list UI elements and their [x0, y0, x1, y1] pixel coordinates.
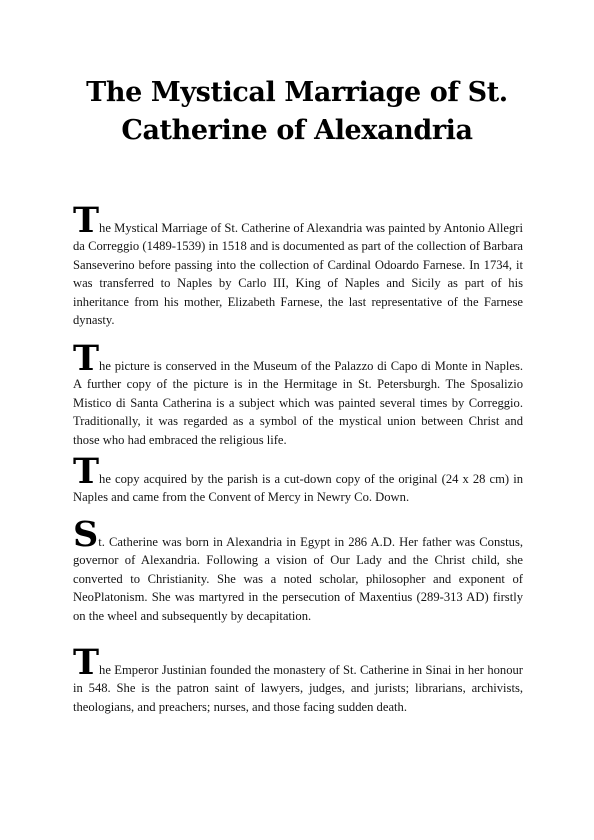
drop-cap: T	[73, 200, 100, 241]
paragraph-3	[73, 451, 523, 507]
drop-cap: T	[73, 642, 100, 683]
paragraph-4	[73, 514, 523, 625]
paragraph-5	[73, 642, 523, 716]
drop-cap: S	[73, 514, 99, 555]
paragraph-1	[73, 200, 523, 329]
drop-cap: T	[73, 338, 100, 379]
paragraph-2	[73, 338, 523, 449]
paragraph-text: he copy acquired by the parish is a cut-down copy of the original (24 x 28 cm) in Naples and came from the Convent of Mercy in Newry Co. Down.	[73, 472, 523, 505]
paragraph-text: he Mystical Marriage of St. Catherine of Alexandria was painted by Antonio Allegri da Correggio (1489-1539) in 1518 and is documented as part of the collection of Barbara Sanseverino before passing into the collection of Cardinal Odoardo Farnese. In 1734, it was transferred to Naples by Carlo III, King of Naples and Sicily as part of his inheritance from his mother, Elizabeth Farnese, the last representative of the Farnese dynasty.	[73, 221, 523, 328]
paragraph-text: t. Catherine was born in Alexandria in Egypt in 286 A.D. Her father was Constus, governor of Alexandria. Following a vision of Our Lady and the Christ child, she converted to Christianity. She was a noted scholar, philosopher and exponent of NeoPlatonism. She was martyred in the persecution of Maxentius (289-313 AD) firstly on the wheel and subsequently by decapitation.	[73, 535, 523, 623]
paragraph-text: he Emperor Justinian founded the monastery of St. Catherine in Sinai in her honour in 548. She is the patron saint of lawyers, judges, and jurists; librarians, archivists, theologians, and preachers; nurses, and those facing sudden death.	[73, 663, 523, 714]
paragraph-text: he picture is conserved in the Museum of the Palazzo di Capo di Monte in Naples. A further copy of the picture is in the Hermitage in St. Petersburgh. The Sposalizio Mistico di Santa Catherina is a subject which was painted several times by Correggio. Traditionally, it was regarded as a symbol of the mystical union between Christ and those who had embraced the religious life.	[73, 359, 523, 447]
page-title: The Mystical Marriage of St. Catherine of Alexandria	[86, 77, 508, 146]
drop-cap: T	[73, 451, 100, 492]
